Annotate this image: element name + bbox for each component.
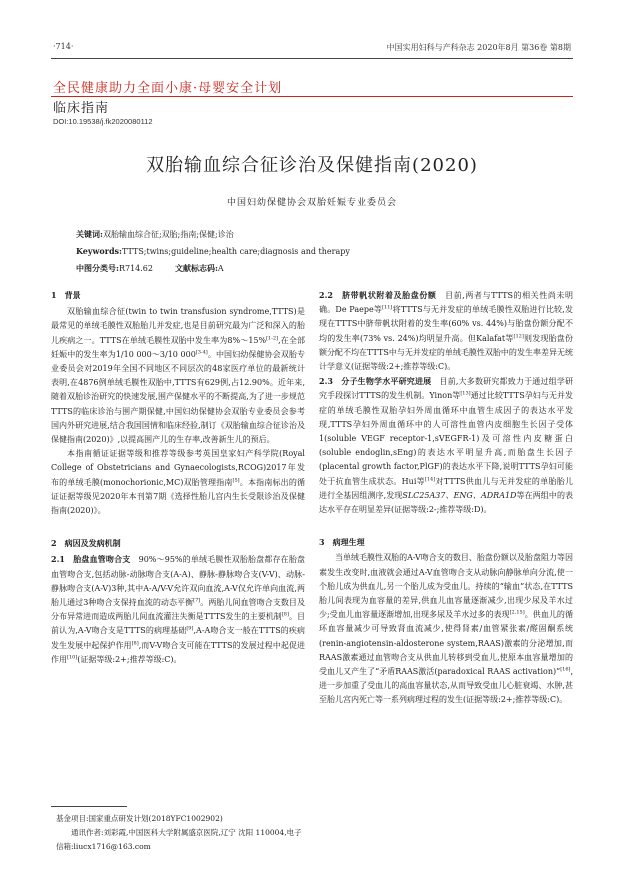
journal-header: 中国实用妇科与产科杂志 2020年8月 第36卷 第8期: [386, 43, 571, 52]
section-1-paragraph-1: 双胎输血综合征(twin to twin transfusion syndrome,TTTS)是最常见的单绒毛膜性双胎胎儿并发症,也是目前研究最为广泛和深入的胎儿疾病之一。TTTS在单绒毛膜性双胎中发生率为8%～15%[1-2],在全部妊娠中的发生率为1/10 000～3/10 000[3-4]。中国妇幼保健协会双胎专业委员会对2019年全国不同地区不同层次的48家医疗单位的最新统计表明,在4876例单绒毛膜性双胎中,TTTS有629例,占12.90%。近年来,随着双胎诊治研究的快速发展,围产保健水平的不断提高,为了进一步规范TTTS的临床诊治与围产期保健,中国妇幼保健协会双胎专业委员会参考国内外研究进展,结合我国国情和临床经验,制订《双胎输血综合征诊治及保健指南(2020)》,以提高围产儿的生存率,改善新生儿的预后。: [51, 307, 305, 445]
article-author: 中国妇幼保健协会双胎妊娠专业委员会: [226, 198, 397, 208]
section-3-heading: 3 病理生理: [319, 537, 365, 548]
footnote-rule: [51, 806, 127, 807]
classification: [76, 263, 224, 274]
section-label: 临床指南: [53, 101, 110, 116]
section-1-paragraph-2: 本指南循证证据等级和推荐等级参考英国皇家妇产科学院(Royal College of Obstetricians and Gynaecologists,RCOG)2017年发布的单绒毛膜(monochorionic,MC)双胎管理指南[5]。本指南标出的循证证据等级见2020年本刊第7期《选择性胎儿宫内生长受限诊治及保健指南(2020)》。: [51, 449, 306, 516]
doi: DOI:10.19538/j.fk2020080112: [53, 117, 153, 126]
page-number: ·714·: [53, 42, 74, 51]
footnote-fund: 基金项目:国家重点研发计划(2018YFC1002902): [56, 814, 223, 823]
keywords-cn: [76, 229, 234, 240]
banner-rule: [51, 96, 573, 97]
keywords-cn-label: 关键词:: [76, 229, 103, 239]
keywords-en: [76, 246, 350, 257]
left-column: [51, 288, 305, 667]
section-2-3-paragraph: 2.3 分子生物学水平研究进展 目前,大多数研究都致力于通过组学研究手段探讨TTTS的发生机制。Yinon等[13]通过比较TTTS孕妇与无并发症的单绒毛膜性双胎孕妇外周血循环中血管生成因子的表达水平发现,TTTS孕妇外周血循环中的人可溶性血管内皮细胞生长因子受体1(soluble VEGF receptor-1,sVEGFR-1)及可溶性内皮糖蛋白(soluble endoglin,sEng)的表达水平明显升高,而胎盘生长因子(placental growth factor,PlGF)的表达水平下降,说明TTTS孕妇可能处于抗血管生成状态。Hui等[14]对TTTS供血儿与无并发症的单胎胎儿进行全基因组测序,发现SLC25A37、ENG、ADRA1D等在两组中的表达水平存在明显差异(证据等级:2-;推荐等级:D)。: [319, 376, 574, 515]
keywords-cn-text: 双胎输血综合征;双胎;指南;保健;诊治: [102, 230, 234, 239]
header-rule: [51, 58, 573, 59]
section-1-heading: 1 背景: [51, 290, 81, 300]
doc-code-label: 文献标志码:: [174, 263, 218, 273]
section-2-2-paragraph: 2.2 脐带帆状附着及胎盘份额 目前,两者与TTTS的相关性尚未明确。De Paepe等[11]将TTTS与无并发症的单绒毛膜性双胎进行比较,发现在TTTS中脐带帆状附着的发生率(60% vs. 44%)与胎盘份额分配不均的发生率(73% vs. 24%)均明显升高。但Kalafat等[12]则发现胎盘份额分配不均在TTTS中与无并发症的单绒毛膜性双胎中的发生率差异无统计学意义(证据等级:2+;推荐等级:C)。: [319, 290, 574, 372]
section-2-1-paragraph: 2.1 胎盘血管吻合支 90%～95%的单绒毛膜性双胎胎盘都存在胎盘血管吻合支,包括动脉-动脉吻合支(A-A)、静脉-静脉吻合支(V-V)、动脉-静脉吻合支(A-V)3种,其中A-A/V-V允许双向血流,A-V仅允许单向血流,两胎儿通过3种吻合支保持血流的动态平衡[7]。两胎儿间血管吻合支数目及分布异常进而造成两胎儿间血流灌注失衡是TTTS发生的主要机制[8]。目前认为,A-V吻合支是TTTS的病理基础[9],A-A吻合支一般在TTTS的疾病发生发展中起保护作用[8],而V-V吻合支可能在TTTS的发展过程中起促进作用[10](证据等级:2+;推荐等级:C)。: [51, 554, 306, 664]
right-column: [319, 288, 573, 708]
doc-code-value: A: [217, 264, 224, 273]
footnote-corresponding: 通讯作者:刘彩霞,中国医科大学附属盛京医院,辽宁 沈阳 110004,电子信箱:liucx1716@163.com: [56, 828, 302, 851]
clc-value: R714.62: [118, 264, 153, 273]
keywords-en-label: Keywords:: [76, 246, 123, 256]
clc-label: 中图分类号:: [76, 263, 119, 273]
column-banner: 全民健康助力全面小康·母婴安全计划: [53, 81, 283, 96]
keywords-en-text: TTTS;twins;guideline;health care;diagnosis and therapy: [122, 247, 350, 256]
section-2-heading: 2 病因及发病机制: [51, 538, 121, 549]
section-3-paragraph: 当单绒毛膜性双胎的A-V吻合支的数目、胎盘份额以及胎盘阻力等因素发生改变时,血液就会通过A-V血管吻合支从动脉向静脉单向分流,使一个胎儿成为供血儿,另一个胎儿成为受血儿。持续的“输血”状态,在TTTS胎儿间表现为血容量的差异,供血儿血容量逐渐减少,出现少尿及羊水过少;受血儿血容量逐渐增加,出现多尿及羊水过多的表现[2,15]。供血儿的循环血容量减少可导致肾血流减少,使得肾素/血管紧张素/醛固酮系统(renin-angiotensin-aldosterone system,RAAS)激素的分泌增加,而RAAS激素通过血管吻合支从供血儿转移到受血儿,使原本血容量增加的受血儿又产生了“矛盾RAAS激活(paradoxical RAAS activation)”[16],进一步加重了受血儿的高血容量状态,从而导致受血儿心脏衰竭、水肿,甚至胎儿宫内死亡等一系列病理过程的发生(证据等级:2+;推荐等级:C)。: [319, 553, 573, 705]
article-title: 双胎输血综合征诊治及保健指南(2020): [146, 155, 478, 176]
